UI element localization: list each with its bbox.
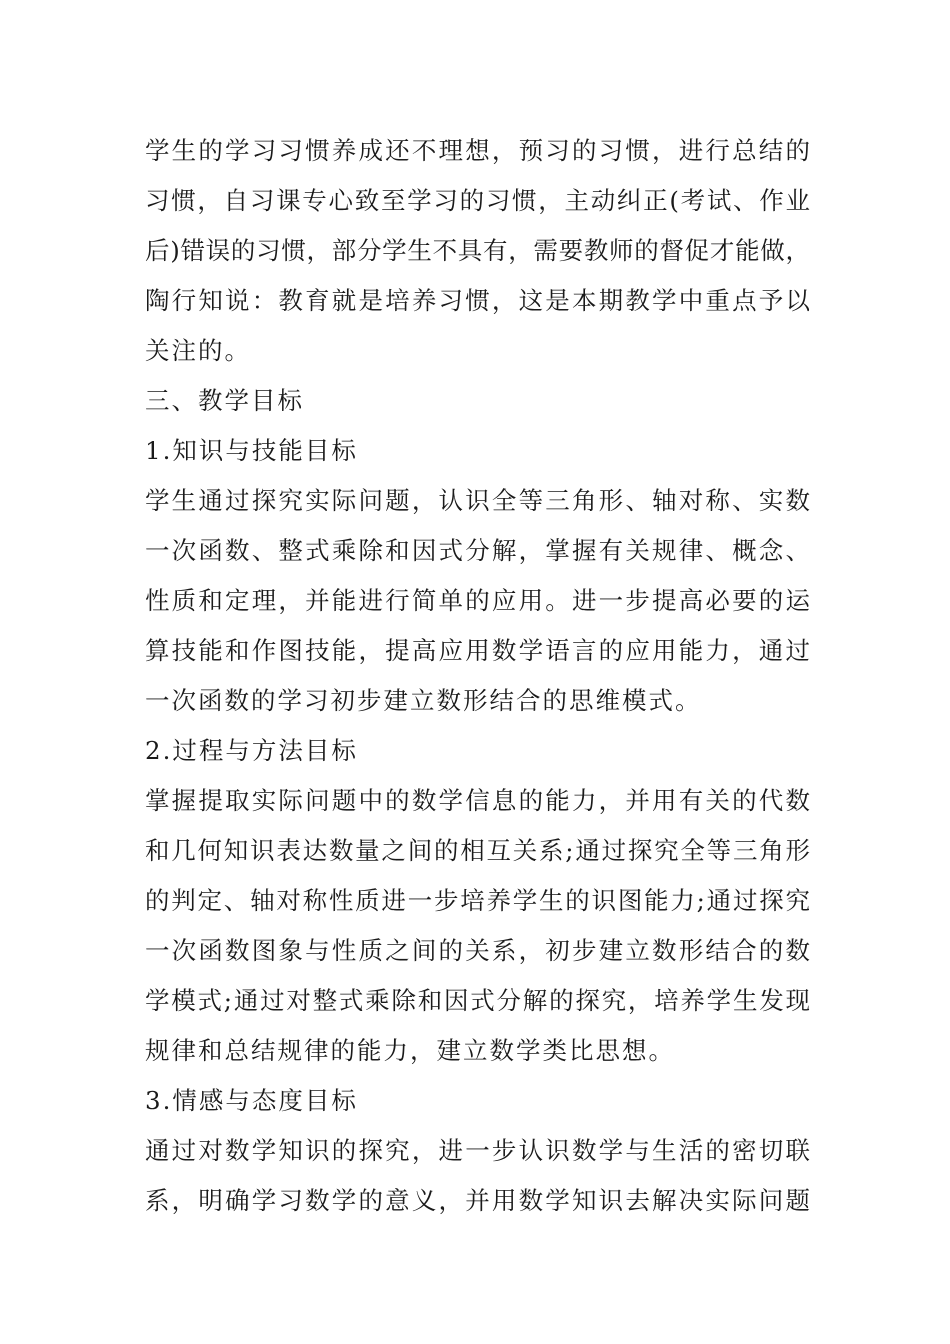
paragraph-line: 学模式;通过对整式乘除和因式分解的探究，培养学生发现: [145, 986, 810, 1015]
paragraph-line: 后)错误的习惯，部分学生不具有，需要教师的督促才能做，: [145, 236, 810, 265]
paragraph-line: 系，明确学习数学的意义，并用数学知识去解决实际问题: [145, 1186, 810, 1215]
paragraph-line: 一次函数、整式乘除和因式分解，掌握有关规律、概念、: [145, 536, 810, 565]
paragraph-line: 学生通过探究实际问题，认识全等三角形、轴对称、实数: [145, 486, 810, 515]
paragraph-line: 性质和定理，并能进行简单的应用。进一步提高必要的运: [145, 586, 810, 615]
paragraph-line: 掌握提取实际问题中的数学信息的能力，并用有关的代数: [145, 786, 810, 815]
paragraph-line: 关注的。: [145, 336, 251, 365]
subsection-heading: 3.情感与态度目标: [145, 1086, 358, 1115]
paragraph-line: 和几何知识表达数量之间的相互关系;通过探究全等三角形: [145, 836, 810, 865]
paragraph-line: 一次函数的学习初步建立数形结合的思维模式。: [145, 686, 702, 715]
paragraph-line: 算技能和作图技能，提高应用数学语言的应用能力，通过: [145, 636, 810, 665]
paragraph-line: 学生的学习习惯养成还不理想，预习的习惯，进行总结的: [145, 136, 810, 165]
paragraph-line: 陶行知说：教育就是培养习惯，这是本期教学中重点予以: [145, 286, 810, 315]
paragraph-line: 一次函数图象与性质之间的关系，初步建立数形结合的数: [145, 936, 810, 965]
section-heading: 三、教学目标: [145, 386, 304, 415]
paragraph-line: 规律和总结规律的能力，建立数学类比思想。: [145, 1036, 675, 1065]
paragraph-line: 的判定、轴对称性质进一步培养学生的识图能力;通过探究: [145, 886, 810, 915]
subsection-heading: 2.过程与方法目标: [145, 736, 358, 765]
paragraph-line: 习惯，自习课专心致至学习的习惯，主动纠正(考试、作业: [145, 186, 810, 215]
paragraph-line: 通过对数学知识的探究，进一步认识数学与生活的密切联: [145, 1136, 810, 1165]
subsection-heading: 1.知识与技能目标: [145, 436, 358, 465]
